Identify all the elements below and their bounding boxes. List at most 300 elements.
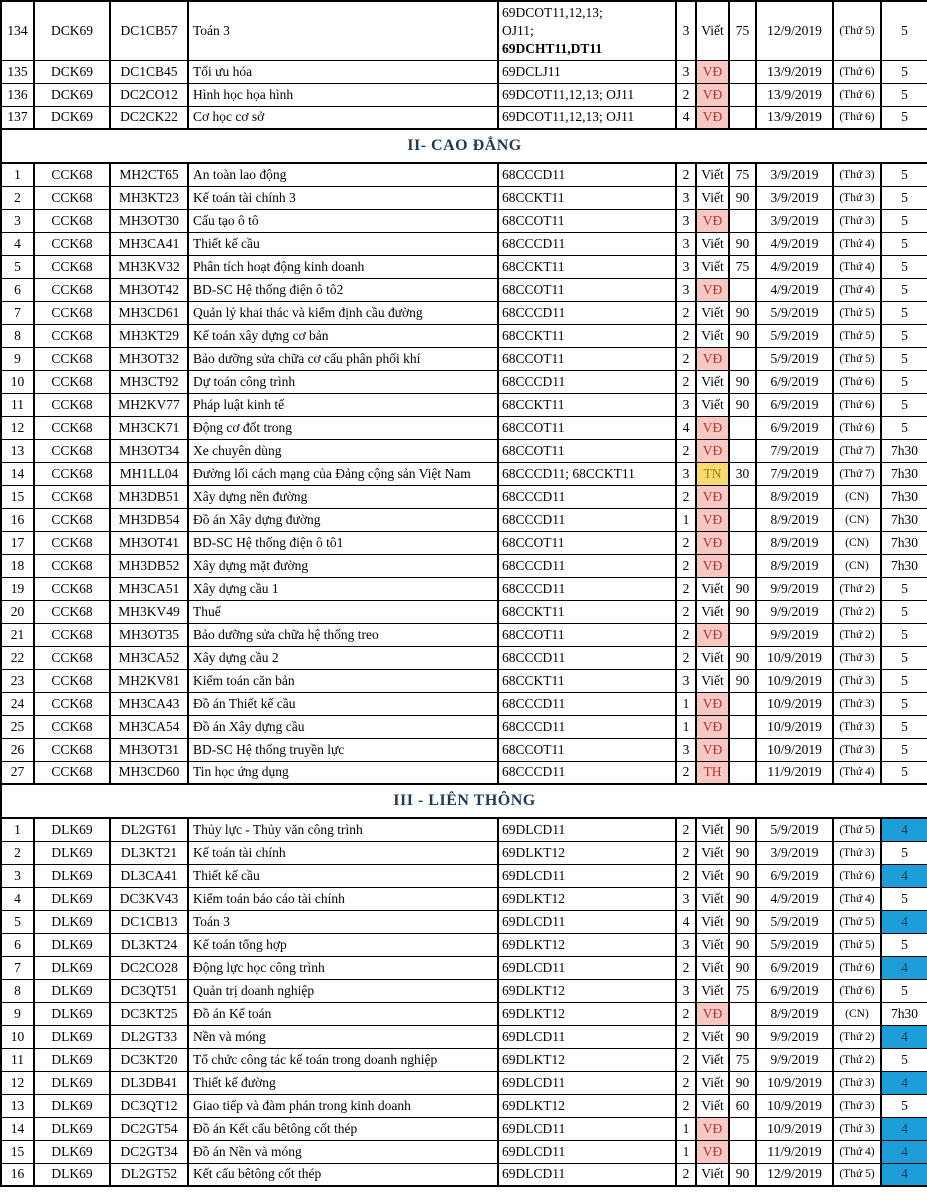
- cell-exam-time: 5: [881, 623, 927, 646]
- cell-class-groups: 68CCCD11: [498, 163, 676, 186]
- cell-class-code: CCK68: [34, 416, 110, 439]
- cell-exam-date: 6/9/2019: [756, 416, 833, 439]
- cell-duration: 90: [729, 910, 756, 933]
- cell-class-groups: 68CCOT11: [498, 738, 676, 761]
- cell-weekday: (Thứ 3): [833, 692, 881, 715]
- cell-credits: 3: [676, 186, 696, 209]
- cell-weekday: (CN): [833, 531, 881, 554]
- cell-subject-name: Toán 3: [188, 910, 498, 933]
- table-row: [1, 1, 927, 60]
- cell-exam-date: 6/9/2019: [756, 979, 833, 1002]
- cell-class-groups: 68CCOT11: [498, 347, 676, 370]
- cell-duration: [729, 347, 756, 370]
- cell-exam-format: TH: [696, 761, 729, 784]
- cell-exam-date: 4/9/2019: [756, 278, 833, 301]
- table-row: [1, 887, 927, 910]
- cell-exam-format: Viết: [696, 933, 729, 956]
- cell-duration: [729, 554, 756, 577]
- cell-duration: 75: [729, 979, 756, 1002]
- cell-exam-format: VĐ: [696, 715, 729, 738]
- cell-subject-code: MH3OT41: [110, 531, 188, 554]
- cell-class-code: DLK69: [34, 956, 110, 979]
- cell-credits: 3: [676, 462, 696, 485]
- cell-credits: 2: [676, 600, 696, 623]
- cell-class-groups: 68CCOT11: [498, 623, 676, 646]
- cell-row-number: 11: [1, 393, 34, 416]
- cell-exam-format: Viết: [696, 393, 729, 416]
- cell-exam-format: VĐ: [696, 1140, 729, 1163]
- cell-row-number: 6: [1, 278, 34, 301]
- cell-class-groups: 69DLCD11: [498, 818, 676, 841]
- cell-weekday: (Thứ 5): [833, 1163, 881, 1186]
- cell-class-code: CCK68: [34, 485, 110, 508]
- cell-weekday: (Thứ 3): [833, 738, 881, 761]
- cell-subject-code: DC3KT25: [110, 1002, 188, 1025]
- cell-exam-time: 7h30: [881, 531, 927, 554]
- cell-class-code: CCK68: [34, 508, 110, 531]
- cell-row-number: 26: [1, 738, 34, 761]
- table-row: [1, 83, 927, 106]
- cell-class-code: DLK69: [34, 1071, 110, 1094]
- cell-duration: 90: [729, 1071, 756, 1094]
- table-row: [1, 301, 927, 324]
- cell-exam-date: 13/9/2019: [756, 60, 833, 83]
- cell-exam-format: Viết: [696, 1025, 729, 1048]
- cell-duration: 75: [729, 255, 756, 278]
- cell-class-code: DCK69: [34, 106, 110, 129]
- cell-exam-time: 5: [881, 715, 927, 738]
- cell-class-groups: 68CCOT11: [498, 439, 676, 462]
- cell-subject-name: Quản trị doanh nghiệp: [188, 979, 498, 1002]
- cell-exam-date: 9/9/2019: [756, 600, 833, 623]
- cell-duration: 60: [729, 1094, 756, 1117]
- cell-credits: 2: [676, 439, 696, 462]
- cell-subject-code: MH2KV77: [110, 393, 188, 416]
- cell-subject-name: Đồ án Nền và móng: [188, 1140, 498, 1163]
- cell-weekday: (Thứ 6): [833, 83, 881, 106]
- cell-class-code: DLK69: [34, 1025, 110, 1048]
- cell-subject-name: Dự toán công trình: [188, 370, 498, 393]
- cell-row-number: 27: [1, 761, 34, 784]
- cell-subject-name: Pháp luật kinh tế: [188, 393, 498, 416]
- cell-subject-name: Xe chuyên dùng: [188, 439, 498, 462]
- section-row: [1, 129, 927, 163]
- cell-subject-name: Đồ án Kế toán: [188, 1002, 498, 1025]
- cell-weekday: (Thứ 3): [833, 209, 881, 232]
- cell-class-groups: 68CCCD11: [498, 577, 676, 600]
- cell-class-groups: 68CCCD11: [498, 761, 676, 784]
- cell-exam-format: Viết: [696, 1094, 729, 1117]
- cell-row-number: 19: [1, 577, 34, 600]
- cell-subject-name: Cơ học cơ sở: [188, 106, 498, 129]
- table-row: [1, 324, 927, 347]
- cell-weekday: (Thứ 7): [833, 462, 881, 485]
- cell-subject-code: DC1CB13: [110, 910, 188, 933]
- cell-credits: 2: [676, 531, 696, 554]
- cell-exam-format: Viết: [696, 163, 729, 186]
- table-row: [1, 278, 927, 301]
- cell-row-number: 1: [1, 818, 34, 841]
- cell-weekday: (CN): [833, 1002, 881, 1025]
- cell-row-number: 24: [1, 692, 34, 715]
- cell-credits: 3: [676, 979, 696, 1002]
- cell-exam-time: 5: [881, 577, 927, 600]
- table-row: [1, 864, 927, 887]
- cell-class-groups: 69DLCD11: [498, 956, 676, 979]
- cell-class-groups: 68CCKT11: [498, 600, 676, 623]
- cell-weekday: (Thứ 5): [833, 818, 881, 841]
- cell-subject-code: DC3KV43: [110, 887, 188, 910]
- cell-duration: [729, 60, 756, 83]
- cell-exam-date: 10/9/2019: [756, 1071, 833, 1094]
- cell-subject-code: MH2KV81: [110, 669, 188, 692]
- cell-exam-time: 4: [881, 818, 927, 841]
- cell-class-groups: 68CCKT11: [498, 669, 676, 692]
- table-row: [1, 600, 927, 623]
- cell-subject-code: MH3DB52: [110, 554, 188, 577]
- cell-exam-date: 3/9/2019: [756, 186, 833, 209]
- table-row: [1, 623, 927, 646]
- cell-subject-name: Thiết kế đường: [188, 1071, 498, 1094]
- table-row: [1, 1025, 927, 1048]
- table-row: [1, 106, 927, 129]
- cell-class-groups: 69DCOT11,12,13; OJ11: [498, 106, 676, 129]
- cell-subject-name: Tổ chức công tác kế toán trong doanh nghiệp: [188, 1048, 498, 1071]
- cell-exam-time: 5: [881, 324, 927, 347]
- cell-class-code: DLK69: [34, 1048, 110, 1071]
- cell-duration: 90: [729, 1025, 756, 1048]
- table-row: [1, 818, 927, 841]
- table-row: [1, 692, 927, 715]
- cell-weekday: (Thứ 3): [833, 163, 881, 186]
- cell-subject-name: Kết cấu bêtông cốt thép: [188, 1163, 498, 1186]
- cell-class-groups: 68CCCD11; 68CCKT11: [498, 462, 676, 485]
- cell-exam-date: 13/9/2019: [756, 106, 833, 129]
- cell-class-code: DLK69: [34, 887, 110, 910]
- cell-class-groups: 68CCOT11: [498, 531, 676, 554]
- cell-credits: 2: [676, 347, 696, 370]
- table-row: [1, 841, 927, 864]
- cell-exam-time: 7h30: [881, 1002, 927, 1025]
- cell-class-code: DLK69: [34, 864, 110, 887]
- cell-subject-code: MH3CT92: [110, 370, 188, 393]
- cell-subject-code: DC3QT51: [110, 979, 188, 1002]
- cell-subject-code: DL3DB41: [110, 1071, 188, 1094]
- cell-subject-name: Thuế: [188, 600, 498, 623]
- cell-row-number: 12: [1, 416, 34, 439]
- table-row: [1, 462, 927, 485]
- cell-class-groups: 69DLCD11: [498, 910, 676, 933]
- cell-exam-date: 5/9/2019: [756, 933, 833, 956]
- cell-class-code: DLK69: [34, 1117, 110, 1140]
- cell-subject-code: MH3CA52: [110, 646, 188, 669]
- cell-class-groups: 69DLCD11: [498, 1071, 676, 1094]
- table-row: [1, 715, 927, 738]
- cell-exam-time: 5: [881, 1048, 927, 1071]
- cell-row-number: 5: [1, 255, 34, 278]
- cell-weekday: (Thứ 6): [833, 393, 881, 416]
- cell-weekday: (Thứ 4): [833, 232, 881, 255]
- cell-credits: 2: [676, 370, 696, 393]
- cell-row-number: 136: [1, 83, 34, 106]
- cell-credits: 2: [676, 1071, 696, 1094]
- cell-weekday: (Thứ 3): [833, 1117, 881, 1140]
- cell-class-groups: 68CCCD11: [498, 692, 676, 715]
- cell-exam-time: 5: [881, 979, 927, 1002]
- cell-subject-name: Kế toán tài chính: [188, 841, 498, 864]
- cell-subject-code: MH3CD61: [110, 301, 188, 324]
- cell-weekday: (Thứ 4): [833, 761, 881, 784]
- cell-exam-date: 12/9/2019: [756, 1, 833, 60]
- cell-exam-date: 9/9/2019: [756, 1025, 833, 1048]
- cell-row-number: 7: [1, 956, 34, 979]
- cell-exam-time: 5: [881, 60, 927, 83]
- cell-credits: 3: [676, 209, 696, 232]
- cell-exam-format: Viết: [696, 324, 729, 347]
- cell-row-number: 16: [1, 1163, 34, 1186]
- table-row: [1, 1163, 927, 1186]
- cell-credits: 2: [676, 324, 696, 347]
- cell-exam-date: 10/9/2019: [756, 1094, 833, 1117]
- cell-subject-code: DL2GT33: [110, 1025, 188, 1048]
- cell-class-code: DLK69: [34, 841, 110, 864]
- cell-weekday: (Thứ 4): [833, 887, 881, 910]
- cell-exam-date: 11/9/2019: [756, 1140, 833, 1163]
- cell-subject-code: MH3CK71: [110, 416, 188, 439]
- cell-weekday: (Thứ 5): [833, 347, 881, 370]
- cell-row-number: 16: [1, 508, 34, 531]
- cell-subject-code: MH3OT35: [110, 623, 188, 646]
- cell-class-code: CCK68: [34, 255, 110, 278]
- cell-subject-name: Kế toán tài chính 3: [188, 186, 498, 209]
- cell-exam-time: 7h30: [881, 462, 927, 485]
- cell-duration: 90: [729, 393, 756, 416]
- cell-exam-date: 10/9/2019: [756, 669, 833, 692]
- cell-duration: [729, 738, 756, 761]
- cell-credits: 2: [676, 623, 696, 646]
- cell-class-groups: 68CCKT11: [498, 186, 676, 209]
- cell-class-code: CCK68: [34, 715, 110, 738]
- cell-duration: [729, 1002, 756, 1025]
- cell-class-groups: 69DLKT12: [498, 1048, 676, 1071]
- cell-weekday: (Thứ 5): [833, 910, 881, 933]
- cell-class-groups: 68CCCD11: [498, 485, 676, 508]
- cell-weekday: (Thứ 2): [833, 600, 881, 623]
- cell-duration: 90: [729, 933, 756, 956]
- cell-row-number: 5: [1, 910, 34, 933]
- cell-duration: 75: [729, 1048, 756, 1071]
- cell-subject-code: MH3CA54: [110, 715, 188, 738]
- cell-weekday: (CN): [833, 508, 881, 531]
- cell-class-code: CCK68: [34, 531, 110, 554]
- cell-exam-time: 5: [881, 887, 927, 910]
- cell-subject-name: Kiểm toán căn bản: [188, 669, 498, 692]
- cell-exam-date: 6/9/2019: [756, 393, 833, 416]
- cell-credits: 2: [676, 761, 696, 784]
- cell-exam-format: Viết: [696, 232, 729, 255]
- cell-row-number: 10: [1, 370, 34, 393]
- cell-exam-date: 10/9/2019: [756, 738, 833, 761]
- cell-credits: 2: [676, 1025, 696, 1048]
- cell-row-number: 13: [1, 439, 34, 462]
- cell-row-number: 23: [1, 669, 34, 692]
- cell-subject-name: An toàn lao động: [188, 163, 498, 186]
- cell-exam-date: 9/9/2019: [756, 623, 833, 646]
- cell-duration: [729, 692, 756, 715]
- cell-class-code: DCK69: [34, 83, 110, 106]
- cell-exam-time: 5: [881, 186, 927, 209]
- cell-class-groups: 68CCCD11: [498, 646, 676, 669]
- cell-subject-name: Bảo dưỡng sửa chữa cơ cấu phân phối khí: [188, 347, 498, 370]
- cell-exam-date: 10/9/2019: [756, 646, 833, 669]
- cell-class-code: CCK68: [34, 600, 110, 623]
- cell-weekday: (Thứ 2): [833, 577, 881, 600]
- cell-credits: 3: [676, 1, 696, 60]
- cell-exam-date: 8/9/2019: [756, 1002, 833, 1025]
- cell-exam-date: 6/9/2019: [756, 956, 833, 979]
- table-row: [1, 439, 927, 462]
- cell-exam-date: 10/9/2019: [756, 1117, 833, 1140]
- cell-exam-format: Viết: [696, 370, 729, 393]
- cell-exam-date: 5/9/2019: [756, 818, 833, 841]
- cell-duration: [729, 106, 756, 129]
- table-row: [1, 370, 927, 393]
- cell-exam-format: VĐ: [696, 60, 729, 83]
- cell-class-groups: 69DLKT12: [498, 1094, 676, 1117]
- cell-class-code: CCK68: [34, 761, 110, 784]
- cell-exam-date: 4/9/2019: [756, 887, 833, 910]
- cell-exam-time: 5: [881, 163, 927, 186]
- cell-exam-time: 5: [881, 738, 927, 761]
- cell-subject-name: Động cơ đốt trong: [188, 416, 498, 439]
- cell-exam-time: 5: [881, 301, 927, 324]
- cell-exam-time: 7h30: [881, 439, 927, 462]
- cell-exam-time: 5: [881, 393, 927, 416]
- cell-weekday: (Thứ 3): [833, 646, 881, 669]
- cell-duration: 90: [729, 864, 756, 887]
- cell-duration: [729, 1140, 756, 1163]
- cell-exam-time: 4: [881, 910, 927, 933]
- cell-subject-code: MH3DB54: [110, 508, 188, 531]
- cell-exam-date: 8/9/2019: [756, 485, 833, 508]
- cell-exam-format: VĐ: [696, 1002, 729, 1025]
- cell-subject-code: MH3KV32: [110, 255, 188, 278]
- cell-weekday: (Thứ 3): [833, 715, 881, 738]
- cell-weekday: (Thứ 7): [833, 439, 881, 462]
- cell-row-number: 135: [1, 60, 34, 83]
- cell-class-groups: 69DLCD11: [498, 1163, 676, 1186]
- cell-subject-code: DC2GT54: [110, 1117, 188, 1140]
- cell-exam-date: 3/9/2019: [756, 841, 833, 864]
- cell-exam-time: 4: [881, 1117, 927, 1140]
- cell-subject-name: Đồ án Xây dựng cầu: [188, 715, 498, 738]
- cell-exam-format: VĐ: [696, 508, 729, 531]
- cell-exam-time: 5: [881, 416, 927, 439]
- cell-subject-name: Toán 3: [188, 1, 498, 60]
- cell-duration: 90: [729, 301, 756, 324]
- cell-exam-format: VĐ: [696, 106, 729, 129]
- cell-credits: 2: [676, 864, 696, 887]
- cell-weekday: (Thứ 2): [833, 623, 881, 646]
- cell-class-groups: 68CCCD11: [498, 554, 676, 577]
- cell-credits: 3: [676, 738, 696, 761]
- cell-duration: 90: [729, 600, 756, 623]
- cell-exam-time: 4: [881, 1071, 927, 1094]
- table-row: [1, 1140, 927, 1163]
- cell-row-number: 18: [1, 554, 34, 577]
- cell-credits: 3: [676, 393, 696, 416]
- cell-exam-date: 10/9/2019: [756, 715, 833, 738]
- cell-exam-format: Viết: [696, 1071, 729, 1094]
- cell-subject-code: MH1LL04: [110, 462, 188, 485]
- cell-subject-code: MH3CA41: [110, 232, 188, 255]
- cell-subject-code: MH3OT34: [110, 439, 188, 462]
- table-row: [1, 910, 927, 933]
- cell-subject-name: Kiểm toán báo cáo tài chính: [188, 887, 498, 910]
- table-row: [1, 60, 927, 83]
- cell-subject-name: Bảo dưỡng sửa chữa hệ thống treo: [188, 623, 498, 646]
- cell-credits: 3: [676, 60, 696, 83]
- cell-class-code: CCK68: [34, 370, 110, 393]
- cell-class-groups: 68CCOT11: [498, 416, 676, 439]
- cell-subject-name: Kế toán tổng hợp: [188, 933, 498, 956]
- table-row: [1, 209, 927, 232]
- cell-exam-date: 4/9/2019: [756, 255, 833, 278]
- cell-class-code: CCK68: [34, 439, 110, 462]
- table-row: [1, 416, 927, 439]
- cell-duration: [729, 439, 756, 462]
- cell-exam-time: 5: [881, 669, 927, 692]
- cell-exam-date: 5/9/2019: [756, 910, 833, 933]
- cell-exam-format: Viết: [696, 669, 729, 692]
- section-row: [1, 784, 927, 818]
- cell-exam-date: 6/9/2019: [756, 864, 833, 887]
- cell-exam-format: VĐ: [696, 439, 729, 462]
- cell-subject-code: DC2GT34: [110, 1140, 188, 1163]
- cell-subject-name: Kế toán xây dựng cơ bản: [188, 324, 498, 347]
- cell-exam-format: Viết: [696, 841, 729, 864]
- cell-row-number: 4: [1, 232, 34, 255]
- cell-subject-code: MH3OT32: [110, 347, 188, 370]
- cell-subject-name: Đồ án Xây dựng đường: [188, 508, 498, 531]
- cell-exam-format: Viết: [696, 646, 729, 669]
- cell-subject-code: DC2CO12: [110, 83, 188, 106]
- cell-subject-name: BD-SC Hệ thống điện ô tô1: [188, 531, 498, 554]
- cell-weekday: (Thứ 5): [833, 324, 881, 347]
- cell-duration: [729, 761, 756, 784]
- cell-exam-format: TN: [696, 462, 729, 485]
- cell-exam-date: 13/9/2019: [756, 83, 833, 106]
- cell-exam-date: 6/9/2019: [756, 370, 833, 393]
- cell-subject-code: MH3KT23: [110, 186, 188, 209]
- cell-duration: 90: [729, 669, 756, 692]
- cell-subject-code: MH3CA43: [110, 692, 188, 715]
- cell-duration: [729, 508, 756, 531]
- cell-duration: 90: [729, 841, 756, 864]
- cell-exam-date: 7/9/2019: [756, 439, 833, 462]
- cell-weekday: (Thứ 4): [833, 1140, 881, 1163]
- cell-exam-format: Viết: [696, 255, 729, 278]
- cell-exam-format: Viết: [696, 577, 729, 600]
- cell-row-number: 21: [1, 623, 34, 646]
- cell-exam-format: VĐ: [696, 738, 729, 761]
- cell-exam-format: VĐ: [696, 278, 729, 301]
- cell-row-number: 12: [1, 1071, 34, 1094]
- cell-class-code: CCK68: [34, 324, 110, 347]
- cell-exam-format: Viết: [696, 818, 729, 841]
- cell-row-number: 9: [1, 1002, 34, 1025]
- cell-exam-time: 7h30: [881, 554, 927, 577]
